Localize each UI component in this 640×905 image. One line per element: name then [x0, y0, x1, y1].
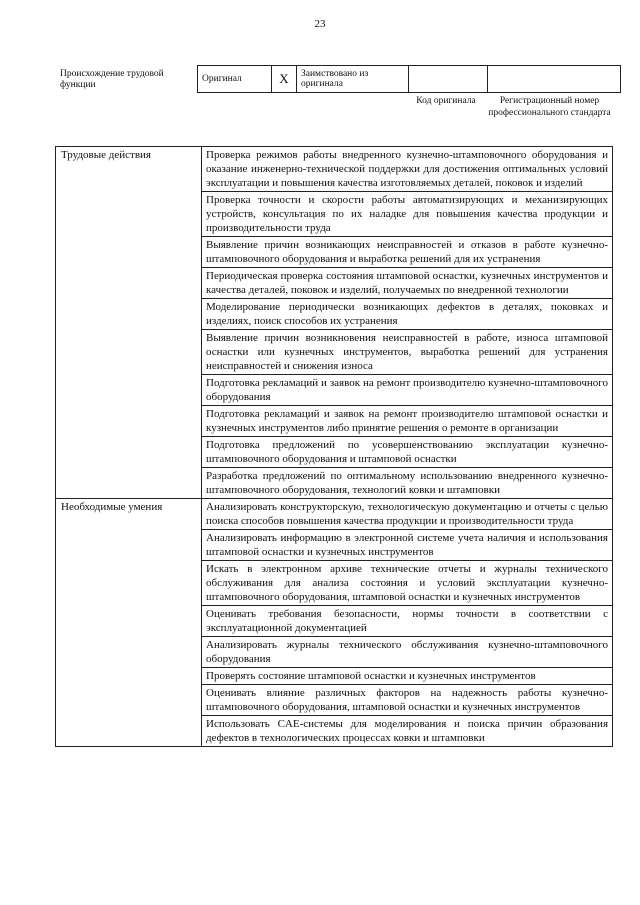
table-cell: Оценивать влияние различных факторов на надежность работы кузнечно-штамповочного оборудования, штамповой оснастки и кузнечных инструментов [202, 685, 613, 716]
table-row [56, 499, 613, 530]
origin-label: Происхождение трудовой функции [60, 69, 164, 90]
table-cell: Проверка режимов работы внедренного кузнечно-штамповочного оборудования и оказание инженерно-технической поддержки для достижения оптимальных условий эксплуатации и повышения качества изготовляемых деталей, поковок и изделий [202, 147, 613, 192]
table-cell: Моделирование периодически возникающих дефектов в деталях, поковках и изделиях, поиск способов их устранения [202, 299, 613, 330]
page-number: 23 [314, 18, 326, 30]
original-code-cell [409, 66, 488, 93]
table-cell: Анализировать информацию в электронной системе учета наличия и использования штамповой оснастки и кузнечных инструментов [202, 530, 613, 561]
table-cell: Подготовка рекламаций и заявок на ремонт производителю кузнечно-штамповочного оборудования [202, 375, 613, 406]
section-title: Необходимые умения [56, 499, 202, 747]
table-cell: Подготовка рекламаций и заявок на ремонт производителю штамповой оснастки и кузнечных инструментов либо принятие решения о ремонте в организации [202, 406, 613, 437]
table-cell: Анализировать журналы технического обслуживания кузнечно-штамповочного оборудования [202, 637, 613, 668]
table-row [56, 147, 613, 192]
table-cell: Использовать CAE-системы для моделирования и поиска причин образования дефектов в технологических процессах ковки и штамповки [202, 716, 613, 747]
original-label: Оригинал [198, 66, 272, 93]
section-title: Трудовые действия [56, 147, 202, 499]
table-cell: Оценивать требования безопасности, нормы точности в соответствии с эксплуатационной документацией [202, 606, 613, 637]
borrowed-label: Заимствовано из оригинала [297, 66, 409, 93]
table-cell: Разработка предложений по оптимальному использованию внедренного кузнечно-штамповочного оборудования, технологий ковки и штамповки [202, 468, 613, 499]
table-cell: Проверка точности и скорости работы автоматизирующих и механизирующих устройств, консультация по их наладке для повышения качества продукции и производительности труда [202, 192, 613, 237]
table-cell: Периодическая проверка состояния штамповой оснастки, кузнечных инструментов и качества деталей, поковок и изделий, получаемых по внедренной технологии [202, 268, 613, 299]
original-mark: X [272, 66, 297, 93]
table-cell: Выявление причин возникающих неисправностей и отказов в работе кузнечно-штамповочного оборудования и выработка решений для их устранения [202, 237, 613, 268]
function-table [55, 146, 613, 747]
registration-number-cell [488, 66, 621, 93]
table-cell: Подготовка предложений по усовершенствованию эксплуатации кузнечно-штамповочного оборудования и штамповой оснастки [202, 437, 613, 468]
table-cell: Искать в электронном архиве технические отчеты и журналы технического обслуживания для анализа состояния и условий эксплуатации кузнечно-штамповочного оборудования, штамповой оснастки и кузнечных инструментов [202, 561, 613, 606]
table-cell: Проверять состояние штамповой оснастки и кузнечных инструментов [202, 668, 613, 685]
table-cell: Выявление причин возникновения неисправностей в работе, износа штамповой оснастки или кузнечных инструментов, выработка решений для устранения неисправностей и снижения износа [202, 330, 613, 375]
origin-table [197, 65, 621, 93]
table-cell: Анализировать конструкторскую, технологическую документацию и отчеты с целью поиска способов повышения качества продукции и производительности труда [202, 499, 613, 530]
code-caption: Код оригинала [416, 96, 476, 106]
registration-caption: Регистрационный номер профессионального стандарта [488, 96, 611, 118]
